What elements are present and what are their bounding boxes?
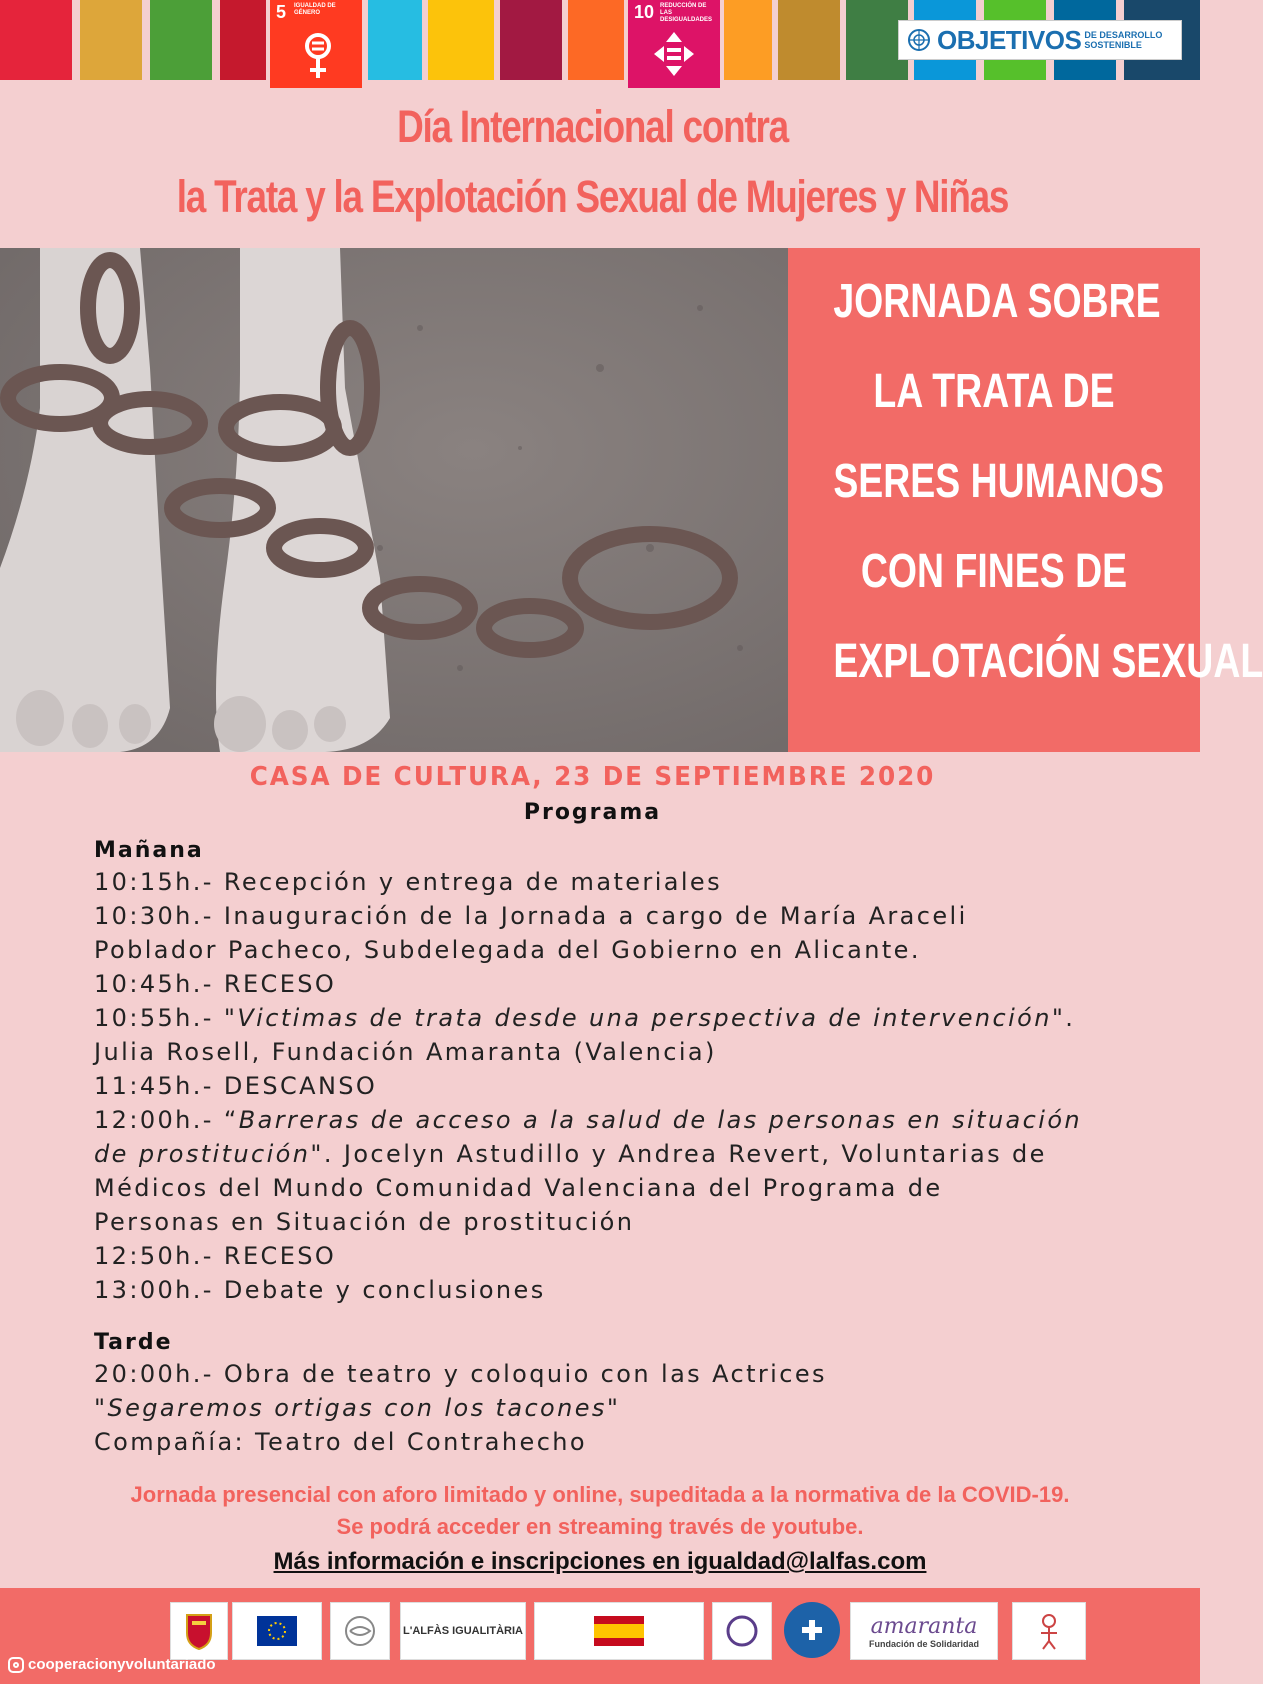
medicos-del-mundo-logo [784,1602,840,1658]
gender-equality-icon [300,28,336,82]
instagram-handle[interactable] [8,1656,216,1673]
pacte-circle-icon [725,1614,759,1648]
sdg-goal10-number: 10 [634,2,655,22]
subdelegacion-logo [232,1602,322,1660]
amaranta-logo [850,1602,998,1660]
sdg-square [428,0,494,80]
page-title [107,92,1079,232]
schedule-line: Personas en Situación de prostitución [94,1208,635,1236]
talk-title: Barreras de acceso a la salud de las personas en situación [238,1106,1083,1134]
contrahecho-logo [1012,1602,1086,1660]
programa-heading: Programa [523,800,662,825]
ajuntament-logo [170,1602,228,1660]
sdg-goal10-label: REDUCCIÓN DE LAS DESIGUALDADES [660,3,713,23]
talk-title: de prostitución [94,1140,311,1168]
alfas-igualitaria-logo [400,1602,526,1660]
schedule-line: 10:15h.- Recepción y entrega de materiales [94,868,723,896]
sdg-square [724,0,772,80]
jornada-headline-box [788,248,1263,752]
alfas-solidaria-logo [330,1602,390,1660]
jornada-line-2: LA TRATA DE [873,365,1115,418]
amaranta-name: amaranta [870,1613,978,1639]
sdg-square [0,0,72,80]
hero-photo [0,248,788,752]
schedule-line: 10:30h.- Inauguración de la Jornada a cargo de María Araceli [94,902,968,930]
ods-logo-sub-line1: DE DESARROLLO [1084,30,1163,40]
sdg-square [778,0,840,80]
schedule-line [94,1140,1047,1168]
sdg-square [220,0,266,80]
schedule-line-time: 10:55h.- " [94,1004,238,1032]
sdg-square [500,0,562,80]
un-emblem-icon [907,28,931,52]
sdg-banner [0,0,1200,84]
handshake-icon [340,1615,380,1647]
theatre-figure-icon [1029,1611,1069,1651]
sdg-square [150,0,212,80]
jornada-line-4: CON FINES DE [860,545,1128,598]
sdg-square [368,0,422,80]
covid-note: Jornada presencial con aforo limitado y online, supeditada a la normativa de la COVID-19. [130,1482,1070,1507]
sdg-square [568,0,624,80]
schedule-line-time: 12:00h.- “ [94,1106,239,1134]
schedule-line: Julia Rosell, Fundación Amaranta (Valencia) [94,1038,717,1066]
quote-close: " [606,1394,621,1422]
schedule-line: 12:50h.- RECESO [94,1242,337,1270]
sdg-square [80,0,142,80]
morning-heading: Mañana [94,838,204,863]
title-line-2: la Trata y la Explotación Sexual de Mujeres y Niñas [176,171,1009,222]
reduced-inequalities-icon [652,30,696,78]
sdg-goal5-label: IGUALDAD DE GÉNERO [294,3,336,16]
spain-flag-icon [594,1616,644,1646]
sdg-goal10-tile [628,0,720,88]
ods-logo-main: OBJETIVOS [937,24,1082,55]
schedule-line [94,1394,620,1422]
sdg-goal5-tile [270,0,362,88]
title-line-1: Día Internacional contra [397,101,788,152]
amaranta-subtitle: Fundación de Solidaridad [868,1638,979,1649]
eu-flag-icon [257,1616,297,1646]
gobierno-espana-logo [534,1602,704,1660]
schedule-line [94,1004,1075,1032]
instagram-icon [8,1657,24,1673]
schedule-line: Médicos del Mundo Comunidad Valenciana del Programa de [94,1174,943,1202]
schedule-line [94,1106,1082,1134]
schedule-line: 13:00h.- Debate y conclusiones [94,1276,546,1304]
more-info-link[interactable]: Más información e inscripciones en igualdad@lalfas.com [273,1548,927,1575]
schedule-line-speakers: ". Jocelyn Astudillo y Andrea Revert, Voluntarias de [310,1140,1047,1168]
streaming-note: Se podrá acceder en streaming través de youtube. [336,1514,864,1539]
ods-logo [898,20,1182,60]
medical-cross-icon [800,1618,824,1642]
ods-logo-sub-line2: SOSTENIBLE [1084,40,1142,50]
chained-feet-image [0,248,788,752]
quote-open: " [94,1394,108,1422]
alfas-igualitaria-text: L'ALFÀS IGUALITÀRIA [403,1625,523,1637]
jornada-line-5: EXPLOTACIÓN SEXUAL [833,635,1263,688]
play-title: Segaremos ortigas con los tacones [107,1394,607,1422]
schedule-line: Compañía: Teatro del Contrahecho [94,1428,587,1456]
jornada-line-1: JORNADA SOBRE [833,275,1161,328]
sdg-goal5-number: 5 [276,2,287,22]
schedule-line: 10:45h.- RECESO [94,970,337,998]
schedule-line: Poblador Pacheco, Subdelegada del Gobierno en Alicante. [94,936,921,964]
pacte-estat-logo [712,1602,772,1660]
instagram-text: cooperacionyvoluntariado [28,1656,216,1673]
jornada-line-3: SERES HUMANOS [833,455,1165,508]
ods-logo-sub [1084,30,1162,50]
talk-title: Victimas de trata desde una perspectiva de intervención [237,1004,1052,1032]
schedule-line-close: ". [1051,1004,1076,1032]
schedule-line: 11:45h.- DESCANSO [94,1072,378,1100]
venue-date: CASA DE CULTURA, 23 DE SEPTIEMBRE 2020 [249,762,936,792]
coat-of-arms-icon [184,1611,214,1651]
afternoon-heading: Tarde [94,1330,173,1355]
schedule-line: 20:00h.- Obra de teatro y coloquio con las Actrices [94,1360,827,1388]
